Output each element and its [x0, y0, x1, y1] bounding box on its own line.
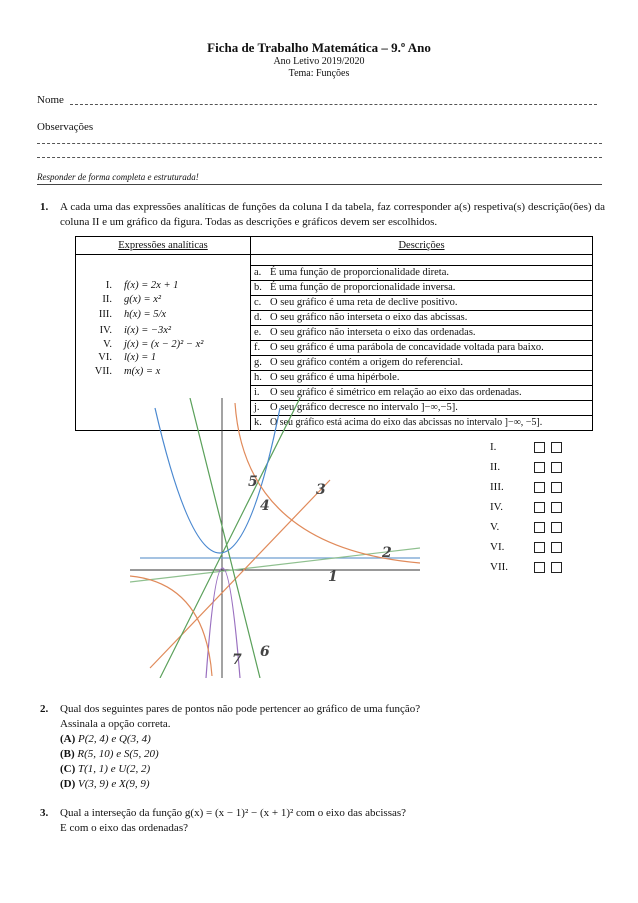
description-box[interactable]: [534, 522, 545, 533]
question-1: [40, 200, 605, 230]
graph-box[interactable]: [551, 482, 562, 493]
description-row: [251, 280, 592, 295]
functions-graph: [130, 398, 420, 678]
answer-row: [490, 557, 580, 577]
answer-row: [490, 477, 580, 497]
expression-row: [76, 306, 250, 324]
roman-numeral: III.: [98, 309, 112, 320]
formula: j(x) = (x − 2)² − x²: [124, 338, 204, 350]
description-row: [251, 310, 592, 325]
answer-row: [490, 457, 580, 477]
graph-label: 3: [316, 482, 326, 498]
expression-row: [76, 338, 250, 352]
graph-box[interactable]: [551, 562, 562, 573]
description-row: [251, 325, 592, 340]
answer-label: IV.: [490, 501, 503, 513]
expression-row: [76, 365, 250, 379]
graph-label: 5: [248, 474, 258, 490]
option-b[interactable]: [60, 747, 605, 762]
graph-line-5-steep: [160, 398, 300, 678]
answer-row: [490, 437, 580, 457]
description-text: É uma função de proporcionalidade direta.: [270, 267, 450, 278]
description-row: [251, 370, 592, 385]
notes-label: Observações: [37, 121, 94, 133]
notes-line-2[interactable]: [37, 157, 602, 158]
option-c[interactable]: [60, 762, 605, 777]
instruction: Responder de forma completa e estruturada!: [37, 172, 602, 185]
description-text: O seu gráfico é uma parábola de concavidade voltada para baixo.: [270, 342, 544, 353]
description-box[interactable]: [534, 482, 545, 493]
graph-box[interactable]: [551, 502, 562, 513]
option-text: P(2, 4) e Q(3, 4): [78, 733, 151, 745]
notes-line-1[interactable]: [37, 143, 602, 144]
option-label: (D): [60, 778, 76, 790]
question-subtext: Assinala a opção correta.: [60, 718, 171, 730]
description-row: [251, 355, 592, 370]
description-box[interactable]: [534, 542, 545, 553]
column-header: Expressões analíticas: [76, 237, 251, 255]
school-year: Ano Letivo 2019/2020: [273, 56, 365, 67]
letter: g.: [254, 357, 262, 368]
option-d[interactable]: [60, 777, 605, 792]
letter: e.: [254, 327, 262, 338]
page-title: Ficha de Trabalho Matemática – 9.º Ano: [207, 40, 431, 55]
description-text: O seu gráfico é uma reta de declive positivo.: [270, 297, 458, 308]
graph-box[interactable]: [551, 462, 562, 473]
theme: Tema: Funções: [288, 68, 350, 79]
graph-label: 1: [328, 569, 338, 585]
question-number: 1.: [40, 201, 49, 213]
option-label: (A): [60, 733, 76, 745]
option-text: T(1, 1) e U(2, 2): [78, 763, 151, 775]
graph-hyperbola-left: [130, 576, 212, 676]
answer-label: V.: [490, 521, 500, 533]
letter: i.: [254, 387, 260, 398]
expression-row: [76, 351, 250, 365]
name-field[interactable]: [70, 104, 597, 105]
letter: d.: [254, 312, 262, 323]
graph-line-4: [190, 398, 260, 678]
option-a[interactable]: [60, 732, 605, 747]
graph-box[interactable]: [551, 522, 562, 533]
roman-numeral: VI.: [98, 352, 112, 363]
name-label: Nome: [37, 94, 64, 106]
answer-label: I.: [490, 441, 497, 453]
roman-numeral: I.: [105, 280, 112, 291]
description-text: É uma função de proporcionalidade inversa.: [270, 282, 456, 293]
answer-row: [490, 497, 580, 517]
description-box[interactable]: [534, 562, 545, 573]
letter: j.: [254, 402, 260, 413]
roman-numeral: VII.: [94, 365, 112, 377]
graph-label: 2: [382, 545, 392, 561]
description-box[interactable]: [534, 502, 545, 513]
option-label: (C): [60, 763, 76, 775]
document-header: [0, 40, 638, 80]
question-3: [40, 806, 605, 836]
graph-box[interactable]: [551, 542, 562, 553]
formula: m(x) = x: [124, 365, 161, 377]
description-row: [251, 295, 592, 310]
graph-box[interactable]: [551, 442, 562, 453]
question-number: 3.: [40, 807, 49, 819]
description-row: [251, 340, 592, 355]
description-box[interactable]: [534, 462, 545, 473]
formula: g(x) = x²: [124, 293, 162, 305]
answer-row: [490, 517, 580, 537]
option-label: (B): [60, 748, 75, 760]
expression-row: [76, 293, 250, 307]
description-text: O seu gráfico decresce no intervalo ]−∞,−5].: [270, 402, 458, 413]
question-text: Qual a interseção da função g(x) = (x − 1)² − (x + 1)² com o eixo das abcissas?: [60, 807, 407, 819]
description-text: O seu gráfico é uma hipérbole.: [270, 372, 400, 383]
option-text: V(3, 9) e X(9, 9): [78, 778, 150, 790]
letter: h.: [254, 372, 262, 383]
graph-parabola-up: [155, 408, 280, 553]
description-text: O seu gráfico contém a origem do referencial.: [270, 357, 463, 368]
description-text: O seu gráfico está acima do eixo das abcissas no intervalo ]−∞, −5].: [270, 417, 543, 428]
formula: f(x) = 2x + 1: [124, 280, 179, 291]
question-number: 2.: [40, 703, 49, 715]
formula: l(x) = 1: [124, 352, 157, 363]
option-text: R(5, 10) e S(5, 20): [77, 748, 159, 760]
graph-line-3: [150, 480, 330, 668]
formula: h(x) = 5/x: [124, 309, 167, 320]
answer-label: III.: [490, 481, 504, 493]
answer-label: VII.: [490, 561, 509, 573]
description-text: O seu gráfico não interseta o eixo das abcissas.: [270, 312, 468, 323]
description-box[interactable]: [534, 442, 545, 453]
expression-row: [76, 279, 250, 293]
graph-label: 6: [260, 644, 270, 660]
letter: b.: [254, 282, 262, 293]
graph-label: 7: [232, 652, 242, 668]
answer-label: II.: [490, 461, 501, 473]
roman-numeral: IV.: [99, 325, 112, 336]
letter: f.: [254, 342, 261, 353]
letter: a.: [254, 267, 262, 278]
description-text: O seu gráfico não interseta o eixo das ordenadas.: [270, 327, 476, 338]
roman-numeral: II.: [102, 293, 112, 305]
answer-label: VI.: [490, 541, 505, 553]
description-row: [251, 265, 592, 280]
answer-row: [490, 537, 580, 557]
graph-line-1: [130, 548, 420, 582]
roman-numeral: V.: [103, 338, 112, 350]
question-2: [40, 702, 605, 792]
question-subtext: E com o eixo das ordenadas?: [60, 822, 188, 834]
answer-boxes: [490, 437, 580, 577]
question-text: A cada uma das expressões analíticas de funções da coluna I da tabela, faz corresponder a(s) respetiva(s) descrição(ões) da coluna II e um gráfico da figura. Todas as descrições e gráficos devem ser escolhidos.: [60, 201, 605, 228]
graph-label: 4: [260, 498, 270, 514]
letter: c.: [254, 297, 262, 308]
letter: k.: [254, 417, 262, 428]
expression-row: [76, 324, 250, 338]
question-text: Qual dos seguintes pares de pontos não pode pertencer ao gráfico de uma função?: [60, 703, 421, 715]
description-text: O seu gráfico é simétrico em relação ao eixo das ordenadas.: [270, 387, 522, 398]
formula: i(x) = −3x²: [124, 325, 172, 336]
column-header: Descrições: [251, 237, 593, 255]
